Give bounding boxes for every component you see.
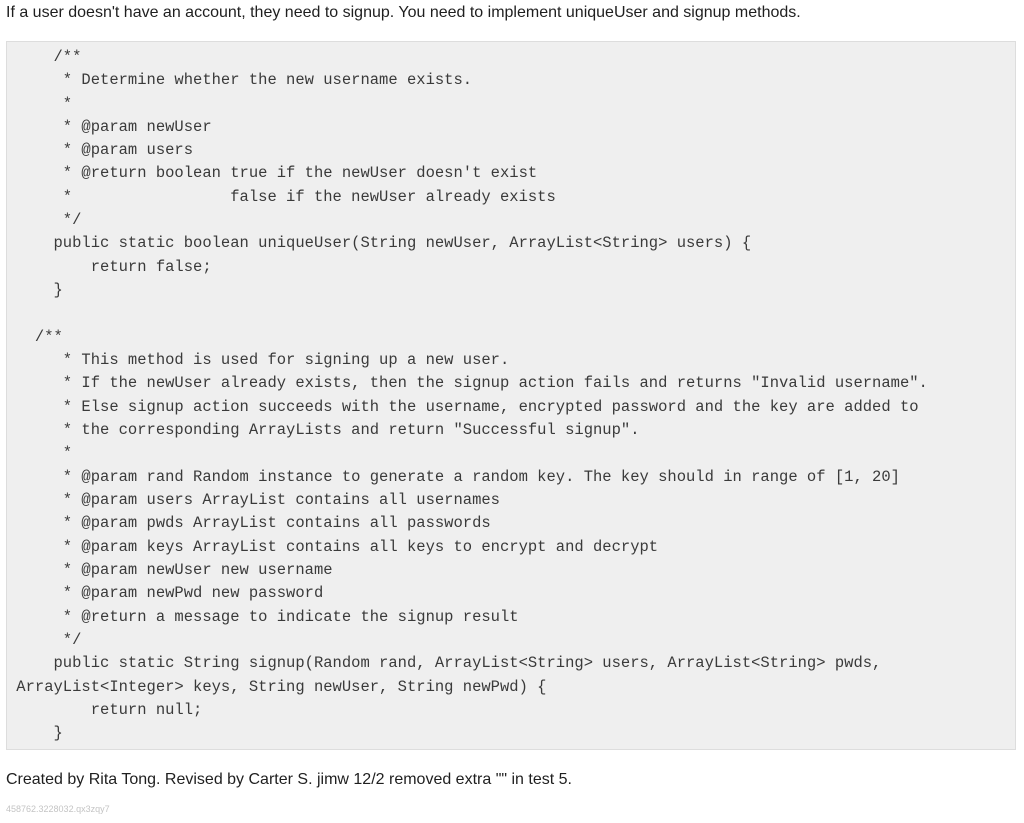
code-line: * bbox=[7, 444, 73, 462]
code-line: * false if the newUser already exists bbox=[7, 188, 556, 206]
code-line: /** bbox=[7, 48, 82, 66]
code-line: * Else signup action succeeds with the username, encrypted password and the key are added to bbox=[7, 398, 919, 416]
code-line: */ bbox=[7, 631, 82, 649]
code-line: */ bbox=[7, 211, 82, 229]
code-line: public static boolean uniqueUser(String newUser, ArrayList<String> users) { bbox=[7, 234, 752, 252]
code-line: * the corresponding ArrayLists and return "Successful signup". bbox=[7, 421, 640, 439]
intro-text: If a user doesn't have an account, they need to signup. You need to implement uniqueUser and signup methods. bbox=[6, 4, 801, 21]
code-line: * If the newUser already exists, then the signup action fails and returns "Invalid username". bbox=[7, 374, 928, 392]
code-line: * bbox=[7, 95, 73, 113]
code-line: /** bbox=[7, 328, 63, 346]
code-line: * This method is used for signing up a new user. bbox=[7, 351, 510, 369]
code-block bbox=[6, 41, 1016, 750]
question-id: 458762.3228032.qx3zqy7 bbox=[6, 804, 110, 814]
code-line: public static String signup(Random rand, ArrayList<String> users, ArrayList<String> pwds, bbox=[7, 654, 882, 672]
footer-credits: Created by Rita Tong. Revised by Carter S. jimw 12/2 removed extra "" in test 5. bbox=[6, 771, 572, 788]
code-line: * @return boolean true if the newUser doesn't exist bbox=[7, 164, 538, 182]
code-line: * @param newUser bbox=[7, 118, 212, 136]
code-line: * @param users ArrayList contains all usernames bbox=[7, 491, 500, 509]
code-line: ArrayList<Integer> keys, String newUser, String newPwd) { bbox=[7, 678, 547, 696]
code-line: * @param newPwd new password bbox=[7, 584, 324, 602]
code-line: * @param pwds ArrayList contains all passwords bbox=[7, 514, 491, 532]
code-line: return false; bbox=[7, 258, 212, 276]
code-line: * @param newUser new username bbox=[7, 561, 333, 579]
code-line: return null; bbox=[7, 701, 203, 719]
code-line: * @param rand Random instance to generate a random key. The key should in range of [1, 20] bbox=[7, 468, 900, 486]
code-line: * @param keys ArrayList contains all keys to encrypt and decrypt bbox=[7, 538, 659, 556]
code-line: } bbox=[7, 281, 63, 299]
code-line: } bbox=[7, 724, 63, 742]
code-line: * Determine whether the new username exists. bbox=[7, 71, 473, 89]
code-line: * @param users bbox=[7, 141, 194, 159]
code-line: * @return a message to indicate the signup result bbox=[7, 608, 519, 626]
